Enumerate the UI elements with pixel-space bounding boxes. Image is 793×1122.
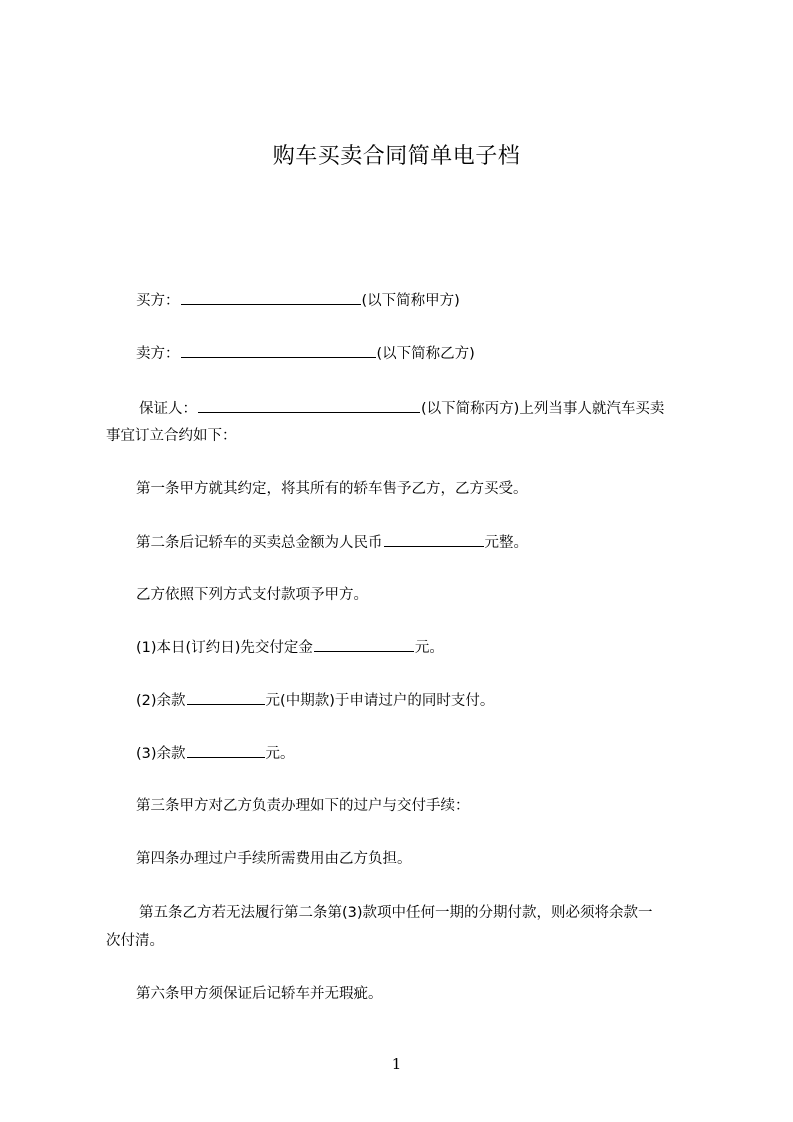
guarantor-suffix: (以下简称丙方)上列当事人就汽车买卖 (421, 401, 665, 417)
payment-1-suffix: 元。 (414, 640, 444, 656)
buyer-suffix: (以下简称甲方) (361, 293, 460, 309)
payment-2-prefix: (2)余款 (136, 693, 186, 709)
payment-intro: 乙方依照下列方式支付款项予甲方。 (136, 587, 368, 603)
article-2-prefix: 第二条后记轿车的买卖总金额为人民币 (136, 535, 383, 551)
guarantor-line (139, 398, 664, 419)
balance-blank (187, 743, 265, 758)
guarantor-cont: 事宜订立合约如下： (106, 428, 237, 444)
payment-item-2 (136, 690, 494, 711)
total-amount-blank (384, 532, 484, 547)
article-2 (136, 532, 528, 553)
midterm-blank (187, 690, 265, 705)
article-5-line-1: 第五条乙方若无法履行第二条第(3)款项中任何一期的分期付款，则必须将余款一 (139, 905, 653, 921)
article-3: 第三条甲方对乙方负责办理如下的过户与交付手续： (136, 798, 470, 814)
deposit-blank (314, 637, 414, 652)
guarantor-label: 保证人： (139, 401, 197, 417)
seller-blank (181, 343, 376, 358)
article-6: 第六条甲方须保证后记轿车并无瑕疵。 (136, 986, 383, 1002)
document-title: 购车买卖合同简单电子档 (272, 144, 521, 169)
article-4: 第四条办理过户手续所需费用由乙方负担。 (136, 851, 412, 867)
payment-2-suffix: 元(中期款)于申请过户的同时支付。 (265, 693, 495, 709)
page-number: 1 (391, 1055, 402, 1073)
seller-label: 卖方： (136, 346, 180, 362)
article-2-suffix: 元整。 (484, 535, 528, 551)
buyer-line (136, 290, 460, 311)
payment-item-1 (136, 637, 444, 658)
payment-3-suffix: 元。 (265, 746, 295, 762)
buyer-label: 买方： (136, 293, 180, 309)
payment-1-prefix: (1)本日(订约日)先交付定金 (136, 640, 313, 656)
buyer-blank (181, 290, 361, 305)
article-5-line-2: 次付清。 (106, 933, 164, 949)
payment-3-prefix: (3)余款 (136, 746, 186, 762)
guarantor-blank (198, 398, 420, 413)
seller-suffix: (以下简称乙方) (376, 346, 475, 362)
payment-item-3 (136, 743, 295, 764)
seller-line (136, 343, 475, 364)
article-1: 第一条甲方就其约定，将其所有的轿车售予乙方，乙方买受。 (136, 481, 528, 497)
